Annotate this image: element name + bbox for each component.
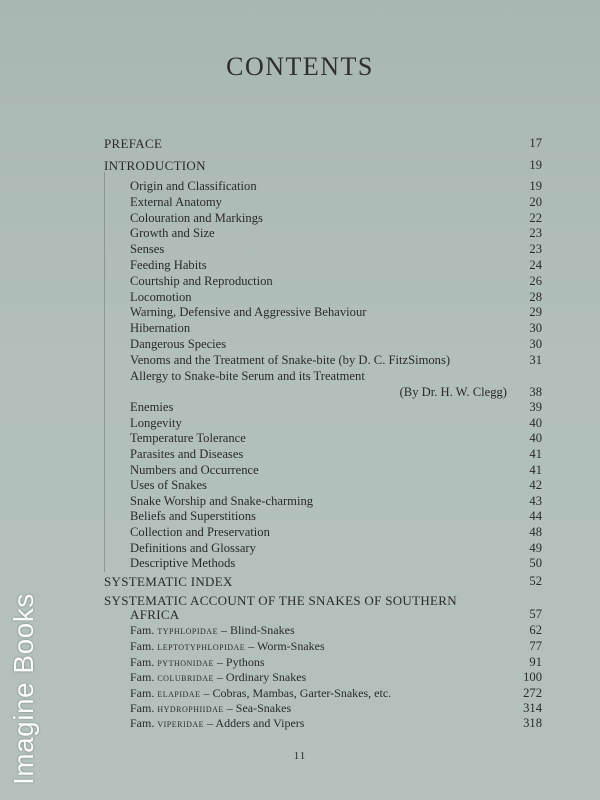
toc-page-number: 48 bbox=[529, 525, 542, 539]
toc-entry-text bbox=[130, 686, 391, 702]
toc-page-number: 28 bbox=[529, 290, 542, 304]
toc-entry-text: Collection and Preservation bbox=[130, 525, 270, 539]
toc-page-number: 62 bbox=[529, 623, 542, 637]
toc-entry-text: Numbers and Occurrence bbox=[130, 463, 259, 477]
toc-entry-text: Venoms and the Treatment of Snake-bite (by D. C. FitzSimons) bbox=[130, 353, 451, 367]
toc-entry-text: INTRODUCTION bbox=[104, 158, 206, 173]
toc-page-number: 30 bbox=[529, 321, 542, 335]
toc-entry-text: Allergy to Snake-bite Serum and its Treatment bbox=[130, 369, 365, 383]
toc-entry-text: Locomotion bbox=[130, 290, 192, 304]
toc-page-number: 30 bbox=[529, 337, 542, 351]
toc-page-number: 40 bbox=[529, 416, 542, 430]
toc-page-number: 40 bbox=[529, 431, 542, 445]
toc-page-number: 41 bbox=[529, 447, 542, 461]
toc-entry-text: Dangerous Species bbox=[130, 337, 227, 351]
family-description: – Blind-Snakes bbox=[220, 623, 295, 637]
toc-entry-text: Hibernation bbox=[130, 321, 191, 335]
toc-entry-text: Longevity bbox=[130, 416, 182, 430]
family-description: – Worm-Snakes bbox=[248, 639, 325, 653]
family-description: – Pythons bbox=[216, 655, 265, 669]
toc-entry-text: SYSTEMATIC ACCOUNT OF THE SNAKES OF SOUTHERN bbox=[104, 593, 457, 608]
indent-guide bbox=[104, 172, 105, 572]
toc-page-number: 38 bbox=[529, 385, 542, 399]
family-description: – Cobras, Mambas, Garter-Snakes, etc. bbox=[203, 686, 392, 700]
toc-page-number: 49 bbox=[529, 541, 542, 555]
toc-entry-text: Senses bbox=[130, 242, 165, 256]
toc-page-number: 43 bbox=[529, 494, 542, 508]
toc-entry-text: External Anatomy bbox=[130, 195, 222, 209]
family-name: elapidae bbox=[157, 688, 201, 700]
toc-page-number: 24 bbox=[529, 258, 542, 272]
toc-entry-text: Colouration and Markings bbox=[130, 211, 263, 225]
toc-page-number: 44 bbox=[529, 509, 542, 523]
toc-entry-text: Uses of Snakes bbox=[130, 478, 207, 492]
toc-entry-text: SYSTEMATIC INDEX bbox=[104, 574, 233, 589]
family-prefix: Fam. bbox=[130, 655, 155, 669]
toc-entry-text: Feeding Habits bbox=[130, 258, 207, 272]
toc-page-number: 20 bbox=[529, 195, 542, 209]
family-prefix: Fam. bbox=[130, 686, 155, 700]
toc-entry-text: Parasites and Diseases bbox=[130, 447, 244, 461]
family-prefix: Fam. bbox=[130, 623, 155, 637]
toc-entry-text: Beliefs and Superstitions bbox=[130, 509, 256, 523]
toc-entry-text: Courtship and Reproduction bbox=[130, 274, 273, 288]
toc-page-number: 314 bbox=[523, 701, 542, 715]
toc-page-number: 23 bbox=[529, 242, 542, 256]
toc-page-number: 17 bbox=[529, 136, 542, 150]
toc-entry-text: Growth and Size bbox=[130, 226, 215, 240]
family-prefix: Fam. bbox=[130, 639, 155, 653]
family-description: – Adders and Vipers bbox=[207, 716, 305, 730]
family-name: colubridae bbox=[157, 672, 214, 684]
toc-page-number: 272 bbox=[523, 686, 542, 700]
family-name: hydrophiidae bbox=[157, 703, 224, 715]
toc-page-number: 318 bbox=[523, 716, 542, 730]
family-name: viperidae bbox=[157, 718, 205, 730]
toc-page-number: 57 bbox=[529, 607, 542, 621]
toc-entry-text: Enemies bbox=[130, 400, 174, 414]
toc-page-number: 22 bbox=[529, 211, 542, 225]
toc-entry-text bbox=[130, 716, 304, 732]
toc-page-number: 42 bbox=[529, 478, 542, 492]
toc-entry-text bbox=[130, 639, 325, 655]
toc-page-number: 31 bbox=[529, 353, 542, 367]
toc-entry-text: Definitions and Glossary bbox=[130, 541, 256, 555]
toc-page-number: 50 bbox=[529, 556, 542, 570]
page-title: CONTENTS bbox=[226, 52, 374, 81]
family-prefix: Fam. bbox=[130, 670, 155, 684]
toc-page-number: 23 bbox=[529, 226, 542, 240]
toc-entry-text: Origin and Classification bbox=[130, 179, 257, 193]
page-folio: 11 bbox=[293, 750, 307, 762]
toc-entry-text: AFRICA bbox=[130, 607, 180, 622]
watermark: Imagine Books bbox=[8, 593, 39, 785]
toc-page-number: 52 bbox=[529, 574, 542, 588]
toc-entry-text: PREFACE bbox=[104, 136, 163, 151]
toc-page-number: 41 bbox=[529, 463, 542, 477]
toc-entry-text: Descriptive Methods bbox=[130, 556, 236, 570]
toc-entry-text: Warning, Defensive and Aggressive Behaviour bbox=[130, 305, 367, 319]
family-name: pythonidae bbox=[157, 657, 214, 669]
toc-page-number: 19 bbox=[529, 179, 542, 193]
toc-page-number: 26 bbox=[529, 274, 542, 288]
toc-page-number: 19 bbox=[529, 158, 542, 172]
toc-entry-text bbox=[130, 623, 295, 639]
toc-page-number: 91 bbox=[529, 655, 542, 669]
toc-entry-text bbox=[130, 701, 291, 717]
family-name: leptotyphlopidae bbox=[157, 641, 246, 653]
toc-entry-text: Temperature Tolerance bbox=[130, 431, 246, 445]
toc-page-number: 39 bbox=[529, 400, 542, 414]
toc-page-number: 100 bbox=[523, 670, 542, 684]
toc-entry-text bbox=[130, 670, 306, 686]
toc-page-number: 29 bbox=[529, 305, 542, 319]
family-description: – Sea-Snakes bbox=[226, 701, 292, 715]
toc-page-number: 77 bbox=[529, 639, 542, 653]
toc-entry-text: Snake Worship and Snake-charming bbox=[130, 494, 314, 508]
family-description: – Ordinary Snakes bbox=[216, 670, 307, 684]
toc-entry-text bbox=[130, 655, 265, 671]
family-name: typhlopidae bbox=[157, 625, 218, 637]
family-prefix: Fam. bbox=[130, 701, 155, 715]
family-prefix: Fam. bbox=[130, 716, 155, 730]
toc-entry-byline: (By Dr. H. W. Clegg) bbox=[399, 385, 507, 399]
